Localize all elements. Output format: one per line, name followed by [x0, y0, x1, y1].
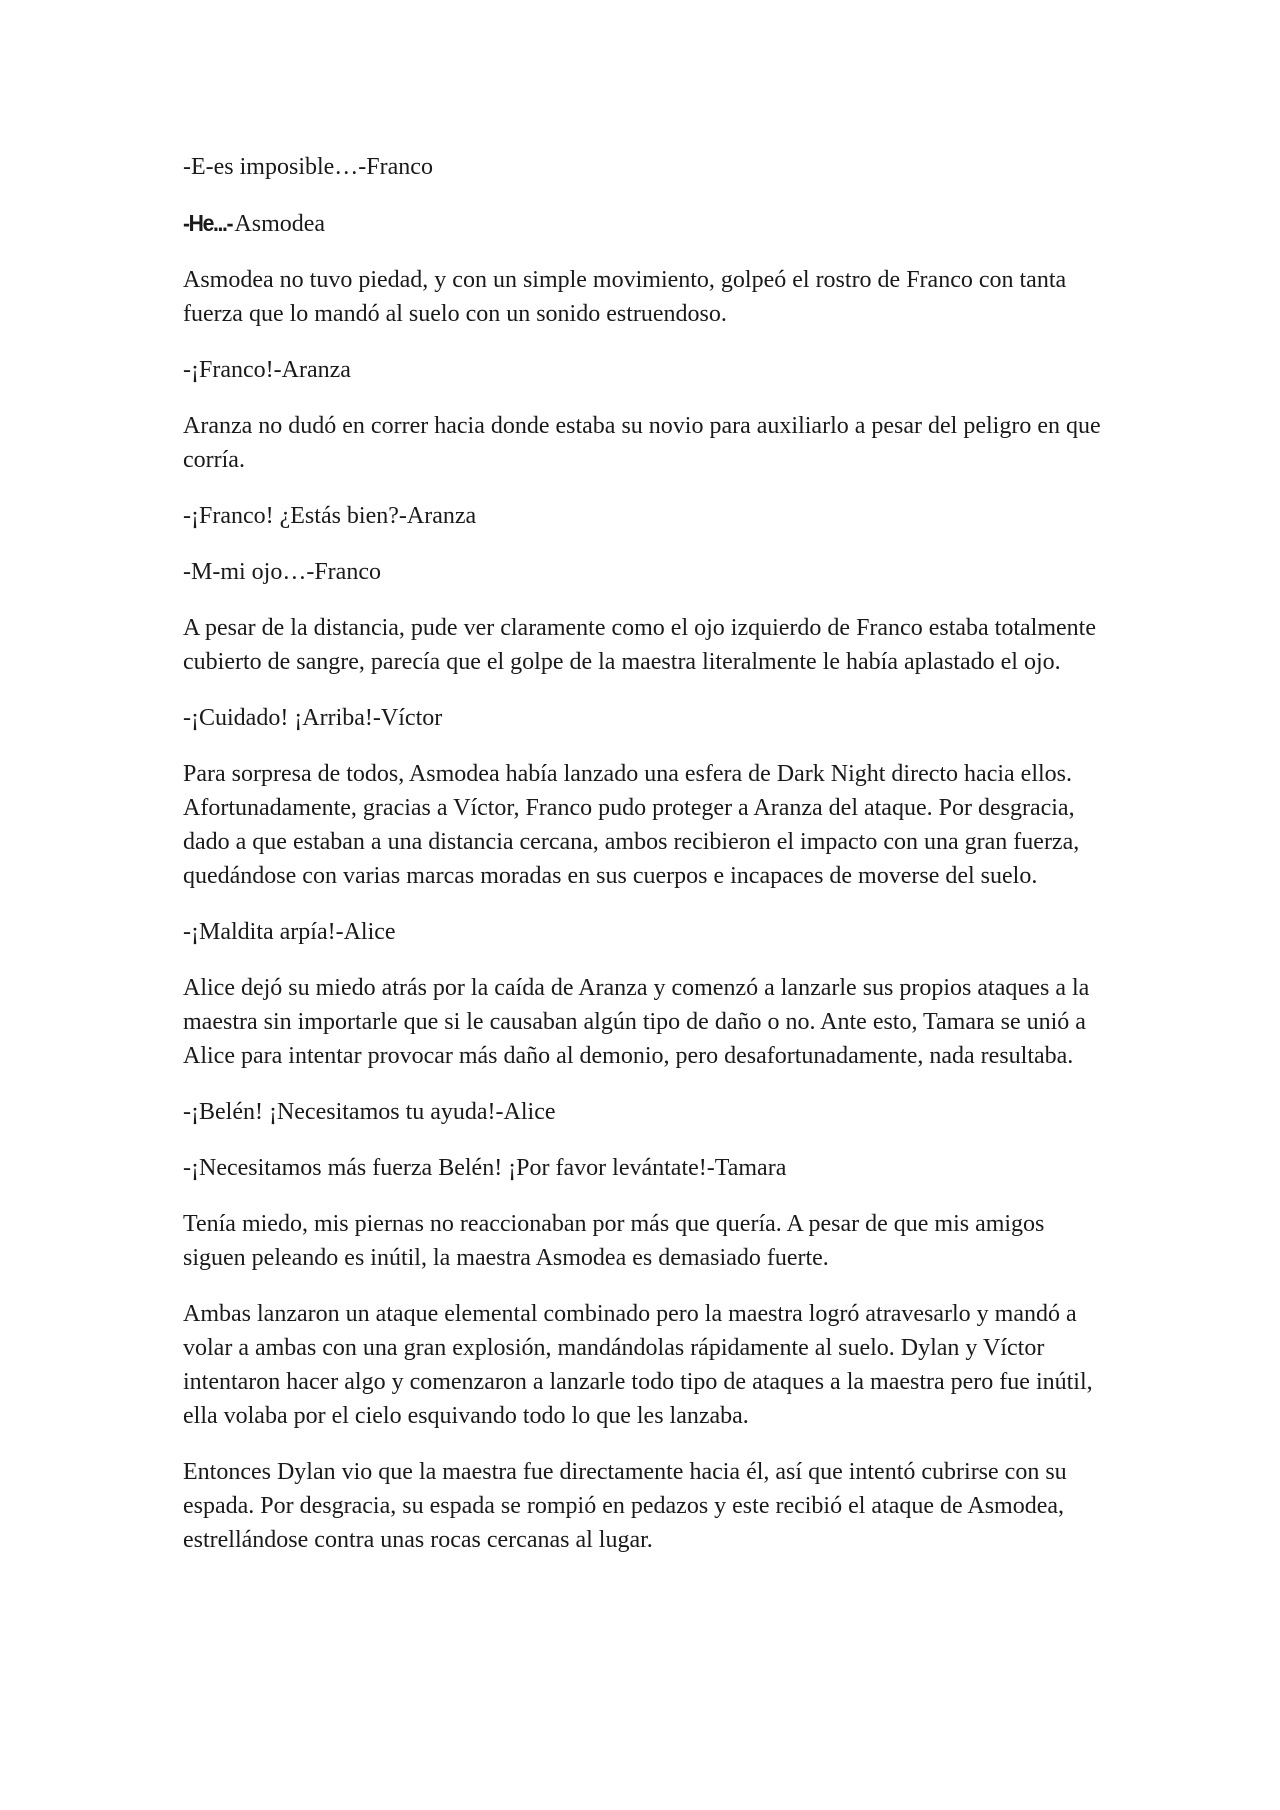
paragraph: -M-mi ojo…-Franco: [183, 559, 381, 585]
paragraph: -¡Franco! ¿Estás bien?-Aranza: [183, 503, 477, 529]
paragraph: A pesar de la distancia, pude ver claramente como el ojo izquierdo de Franco estaba totalmente cubierto de sangre, parecía que el golpe de la maestra literalmente le había aplastado el ojo.: [183, 615, 1096, 675]
paragraph: -¡Cuidado! ¡Arriba!-Víctor: [183, 705, 443, 731]
paragraph: Ambas lanzaron un ataque elemental combinado pero la maestra logró atravesarlo y mandó a volar a ambas con una gran explosión, mandándolas rápidamente al suelo. Dylan y Víctor intentaron hacer algo y comenzaron a lanzarle todo tipo de ataques a la maestra pero fue inútil, ella volaba por el cielo esquivando todo lo que les lanzaba.: [183, 1301, 1093, 1429]
paragraph: Aranza no dudó en correr hacia donde estaba su novio para auxiliarlo a pesar del peligro en que corría.: [183, 413, 1101, 473]
dialogue-speaker: Asmodea: [234, 211, 326, 237]
paragraph: -¡Necesitamos más fuerza Belén! ¡Por favor levántate!-Tamara: [183, 1155, 787, 1181]
paragraph: [183, 206, 1103, 241]
bold-dialogue-prefix: -He...-: [183, 210, 233, 236]
paragraph: Asmodea no tuvo piedad, y con un simple movimiento, golpeó el rostro de Franco con tanta fuerza que lo mandó al suelo con un sonido estruendoso.: [183, 267, 1067, 327]
document-page: [183, 150, 1103, 1579]
paragraph: Entonces Dylan vio que la maestra fue directamente hacia él, así que intentó cubrirse con su espada. Por desgracia, su espada se rompió en pedazos y este recibió el ataque de Asmodea, estrellándose contra unas rocas cercanas al lugar.: [183, 1459, 1067, 1553]
paragraph: -E-es imposible…-Franco: [183, 154, 433, 180]
paragraph: -¡Franco!-Aranza: [183, 357, 351, 383]
paragraph: Tenía miedo, mis piernas no reaccionaban por más que quería. A pesar de que mis amigos siguen peleando es inútil, la maestra Asmodea es demasiado fuerte.: [183, 1211, 1045, 1271]
paragraph: Para sorpresa de todos, Asmodea había lanzado una esfera de Dark Night directo hacia ellos. Afortunadamente, gracias a Víctor, Franco pudo proteger a Aranza del ataque. Por desgracia, dado a que estaban a una distancia cercana, ambos recibieron el impacto con una gran fuerza, quedándose con varias marcas moradas en sus cuerpos e incapaces de moverse del suelo.: [183, 761, 1080, 889]
paragraph: -¡Belén! ¡Necesitamos tu ayuda!-Alice: [183, 1099, 556, 1125]
paragraph: Alice dejó su miedo atrás por la caída de Aranza y comenzó a lanzarle sus propios ataques a la maestra sin importarle que si le causaban algún tipo de daño o no. Ante esto, Tamara se unió a Alice para intentar provocar más daño al demonio, pero desafortunadamente, nada resultaba.: [183, 975, 1090, 1069]
paragraph: -¡Maldita arpía!-Alice: [183, 919, 396, 945]
